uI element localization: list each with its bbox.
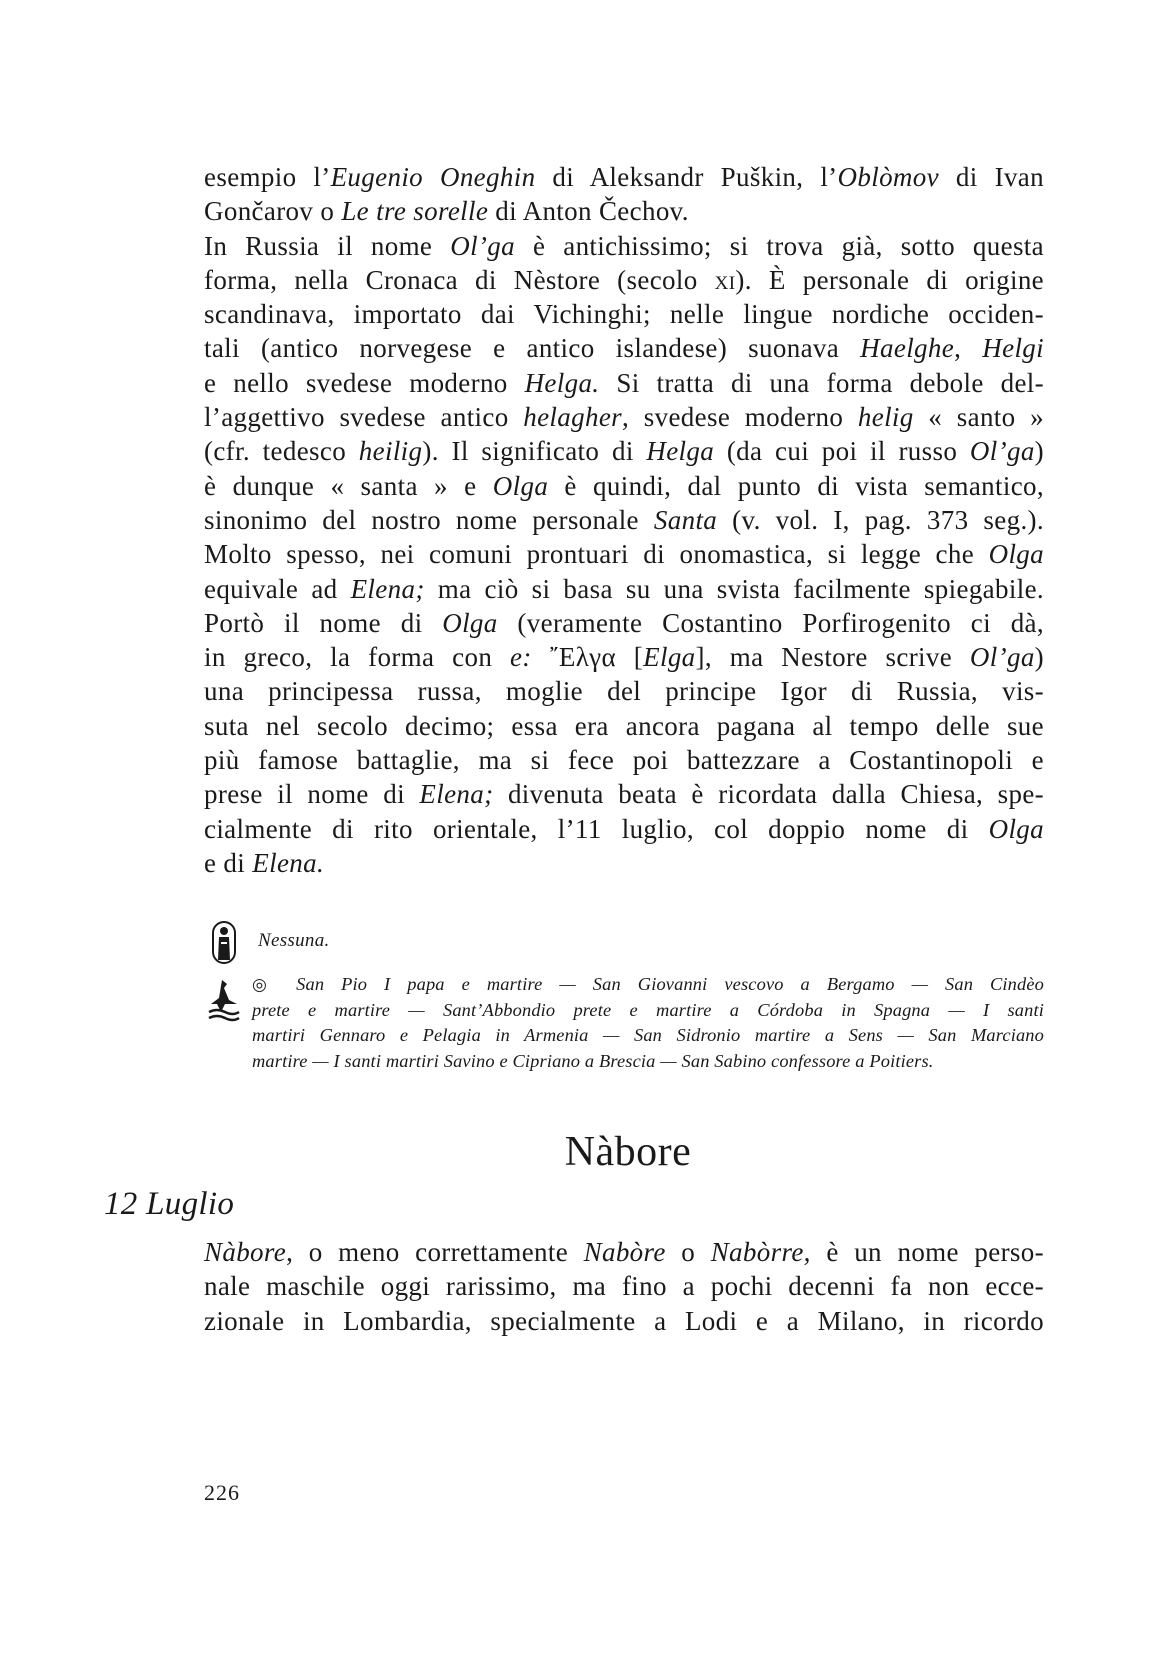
olga-paragraph — [204, 160, 1044, 880]
text-line: in greco, la forma con e: ῎Ελγα [Elga], ma Nestore scrive Ol’ga) — [204, 642, 1045, 673]
text-line: suta nel secolo decimo; essa era ancora pagana al tempo delle sue — [204, 710, 1044, 741]
text-line: In Russia il nome Ol’ga è antichissimo; si trova già, sotto questa — [204, 230, 1044, 261]
text-line: una principessa russa, moglie del principe Igor di Russia, vis- — [204, 676, 1044, 707]
text-line: è dunque « santa » e Olga è quindi, dal punto di vista semantico, — [204, 470, 1044, 501]
text-line: e nello svedese moderno Helga. Si tratta di una forma debole del- — [204, 367, 1044, 398]
calendar-notes — [204, 918, 1044, 1074]
text-line: Portò il nome di Olga (veramente Costantino Porfirogenito ci dà, — [204, 607, 1044, 638]
text-line: Nàbore, o meno correttamente Nabòre o Nabòrre, è un nome perso- — [204, 1237, 1044, 1267]
section-title: Nàbore — [564, 1129, 692, 1175]
saints-line: martiri Gennaro e Pelagia in Armenia — San Sidronio martire a Sens — San Marciano — [252, 1025, 1044, 1045]
nabore-paragraph — [204, 1235, 1044, 1338]
text-line: cialmente di rito orientale, l’11 luglio, col doppio nome di Olga — [204, 813, 1044, 844]
text-line: l’aggettivo svedese antico helagher, svedese moderno helig « santo » — [204, 402, 1045, 433]
text-line: zionale in Lombardia, specialmente a Lodi e a Milano, in ricordo — [204, 1305, 1044, 1336]
date-label: 12 Luglio — [104, 1186, 235, 1222]
saints-list — [252, 972, 1044, 1074]
saints-line: ◎ San Pio I papa e martire — San Giovanni vescovo a Bergamo — San Cindèo — [252, 974, 1045, 994]
circle-dot-icon: ◎ — [252, 975, 280, 994]
text-line: prese il nome di Elena; divenuta beata è ricordata dalla Chiesa, spe- — [204, 779, 1044, 810]
saint-figure-icon — [204, 918, 244, 964]
text-line: tali (antico norvegese e antico islandese) suonava Haelghe, Helgi — [204, 333, 1045, 364]
patron-row — [204, 918, 1044, 964]
text-line: Gončarov o Le tre sorelle di Anton Čechov. — [204, 196, 689, 227]
text-line: nale maschile oggi rarissimo, ma fino a pochi decenni fa non ecce- — [204, 1271, 1044, 1302]
saints-line: martire — I santi martiri Savino e Cipriano a Brescia — San Sabino confessore a Poitiers. — [252, 1050, 934, 1071]
text-line: più famose battaglie, ma si fece poi battezzare a Costantinopoli e — [204, 745, 1044, 776]
text-line: (cfr. tedesco heilig). Il significato di Helga (da cui poi il russo Ol’ga) — [204, 436, 1045, 467]
text-line: esempio l’Eugenio Oneghin di Aleksandr Puškin, l’Oblòmov di Ivan — [204, 162, 1044, 192]
saints-line: prete e martire — Sant’Abbondio prete e martire a Córdoba in Spagna — I santi — [252, 999, 1044, 1020]
text-line: forma, nella Cronaca di Nèstore (secolo xi). È personale di origine — [204, 264, 1045, 295]
patron-note: Nessuna. — [258, 930, 330, 951]
text-line: Molto spesso, nei comuni prontuari di onomastica, si legge che Olga — [204, 539, 1044, 570]
saints-row — [204, 972, 1044, 1074]
text-line: sinonimo del nostro nome personale Santa (v. vol. I, pag. 373 seg.). — [204, 504, 1044, 535]
text-line: scandinava, importato dai Vichinghi; nelle lingue nordiche occiden- — [204, 299, 1044, 330]
page-number: 226 — [204, 1480, 240, 1505]
text-line: e di Elena. — [204, 847, 325, 878]
martyr-figure-icon — [204, 972, 244, 1022]
text-line: equivale ad Elena; ma ciò si basa su una svista facilmente spiegabile. — [204, 573, 1044, 604]
